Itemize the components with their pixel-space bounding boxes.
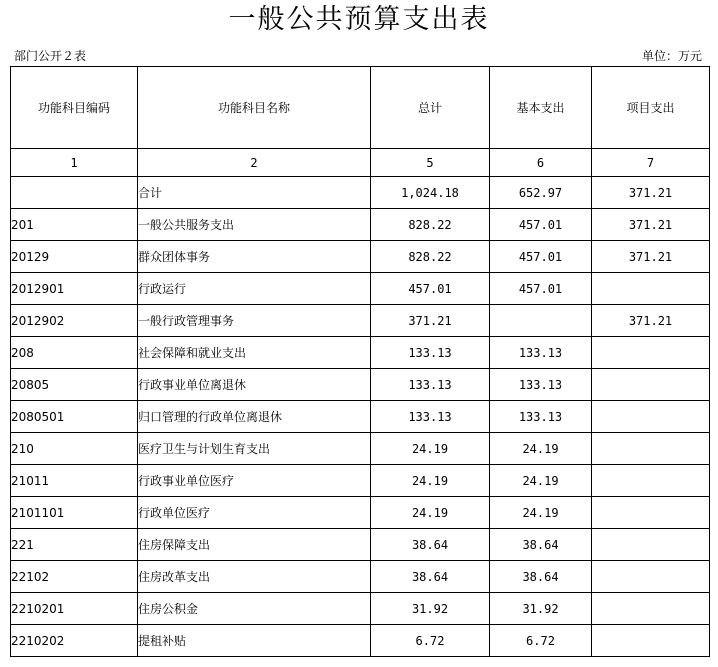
cell-name: 行政事业单位医疗 (138, 465, 371, 497)
table-row (11, 177, 710, 209)
cell-code (11, 177, 138, 209)
cell-basic: 38.64 (490, 529, 592, 561)
cell-project: 371.21 (592, 177, 710, 209)
cell-project (592, 497, 710, 529)
table-row (11, 305, 710, 337)
column-number: 1 (11, 149, 138, 177)
table-row (11, 209, 710, 241)
page-title: 一般公共预算支出表 (228, 4, 490, 35)
cell-code: 2210202 (11, 625, 138, 657)
cell-code: 2012902 (11, 305, 138, 337)
cell-project (592, 337, 710, 369)
table-row (11, 625, 710, 657)
cell-basic: 6.72 (490, 625, 592, 657)
cell-total: 38.64 (371, 529, 490, 561)
table-row (11, 561, 710, 593)
cell-code: 22102 (11, 561, 138, 593)
cell-basic (490, 305, 592, 337)
cell-total: 133.13 (371, 401, 490, 433)
column-number: 7 (592, 149, 710, 177)
cell-project (592, 273, 710, 305)
cell-project (592, 465, 710, 497)
cell-name: 行政单位医疗 (138, 497, 371, 529)
cell-project (592, 433, 710, 465)
cell-code: 221 (11, 529, 138, 561)
cell-total: 6.72 (371, 625, 490, 657)
cell-code: 2210201 (11, 593, 138, 625)
cell-name: 医疗卫生与计划生育支出 (138, 433, 371, 465)
unit-label: 单位：万元 (641, 49, 702, 63)
cell-basic: 133.13 (490, 401, 592, 433)
cell-total: 828.22 (371, 209, 490, 241)
table-row (11, 433, 710, 465)
cell-total: 133.13 (371, 337, 490, 369)
cell-project: 371.21 (592, 305, 710, 337)
column-number: 5 (371, 149, 490, 177)
cell-name: 行政事业单位离退休 (138, 369, 371, 401)
table-row (11, 593, 710, 625)
cell-code: 201 (11, 209, 138, 241)
cell-project: 371.21 (592, 241, 710, 273)
cell-code: 2080501 (11, 401, 138, 433)
cell-basic: 24.19 (490, 465, 592, 497)
cell-name: 一般行政管理事务 (138, 305, 371, 337)
cell-total: 1,024.18 (371, 177, 490, 209)
cell-basic: 24.19 (490, 497, 592, 529)
cell-total: 371.21 (371, 305, 490, 337)
cell-total: 24.19 (371, 433, 490, 465)
cell-name: 提租补贴 (138, 625, 371, 657)
cell-total: 828.22 (371, 241, 490, 273)
cell-code: 2012901 (11, 273, 138, 305)
column-header-basic: 基本支出 (490, 67, 592, 149)
cell-name: 社会保障和就业支出 (138, 337, 371, 369)
department-table-label: 部门公开２表 (14, 49, 87, 63)
table-row (11, 529, 710, 561)
cell-total: 31.92 (371, 593, 490, 625)
column-header-code: 功能科目编码 (11, 67, 138, 149)
column-header-name: 功能科目名称 (138, 67, 371, 149)
cell-name: 一般公共服务支出 (138, 209, 371, 241)
table-row (11, 273, 710, 305)
cell-code: 20805 (11, 369, 138, 401)
cell-basic: 457.01 (490, 241, 592, 273)
cell-name: 行政运行 (138, 273, 371, 305)
cell-project (592, 369, 710, 401)
cell-total: 24.19 (371, 465, 490, 497)
table-row (11, 337, 710, 369)
cell-name: 住房改革支出 (138, 561, 371, 593)
cell-name: 住房保障支出 (138, 529, 371, 561)
cell-code: 208 (11, 337, 138, 369)
cell-project (592, 625, 710, 657)
cell-name: 归口管理的行政单位离退休 (138, 401, 371, 433)
table-body (11, 177, 710, 657)
cell-project (592, 561, 710, 593)
table-row (11, 465, 710, 497)
table-row (11, 369, 710, 401)
cell-total: 457.01 (371, 273, 490, 305)
cell-project (592, 529, 710, 561)
cell-name: 住房公积金 (138, 593, 371, 625)
header-row (11, 67, 710, 149)
cell-code: 2101101 (11, 497, 138, 529)
cell-name: 合计 (138, 177, 371, 209)
cell-basic: 24.19 (490, 433, 592, 465)
table-row (11, 497, 710, 529)
cell-basic: 457.01 (490, 209, 592, 241)
cell-basic: 652.97 (490, 177, 592, 209)
cell-basic: 38.64 (490, 561, 592, 593)
cell-project (592, 593, 710, 625)
cell-project (592, 401, 710, 433)
column-number-row (11, 149, 710, 177)
column-header-total: 总计 (371, 67, 490, 149)
cell-code: 20129 (11, 241, 138, 273)
cell-total: 38.64 (371, 561, 490, 593)
cell-name: 群众团体事务 (138, 241, 371, 273)
cell-basic: 31.92 (490, 593, 592, 625)
cell-project: 371.21 (592, 209, 710, 241)
column-header-project: 项目支出 (592, 67, 710, 149)
cell-basic: 457.01 (490, 273, 592, 305)
cell-basic: 133.13 (490, 369, 592, 401)
column-number: 2 (138, 149, 371, 177)
cell-code: 21011 (11, 465, 138, 497)
table-row (11, 401, 710, 433)
table-row (11, 241, 710, 273)
cell-code: 210 (11, 433, 138, 465)
budget-table (10, 66, 710, 657)
cell-total: 24.19 (371, 497, 490, 529)
column-number: 6 (490, 149, 592, 177)
cell-basic: 133.13 (490, 337, 592, 369)
cell-total: 133.13 (371, 369, 490, 401)
